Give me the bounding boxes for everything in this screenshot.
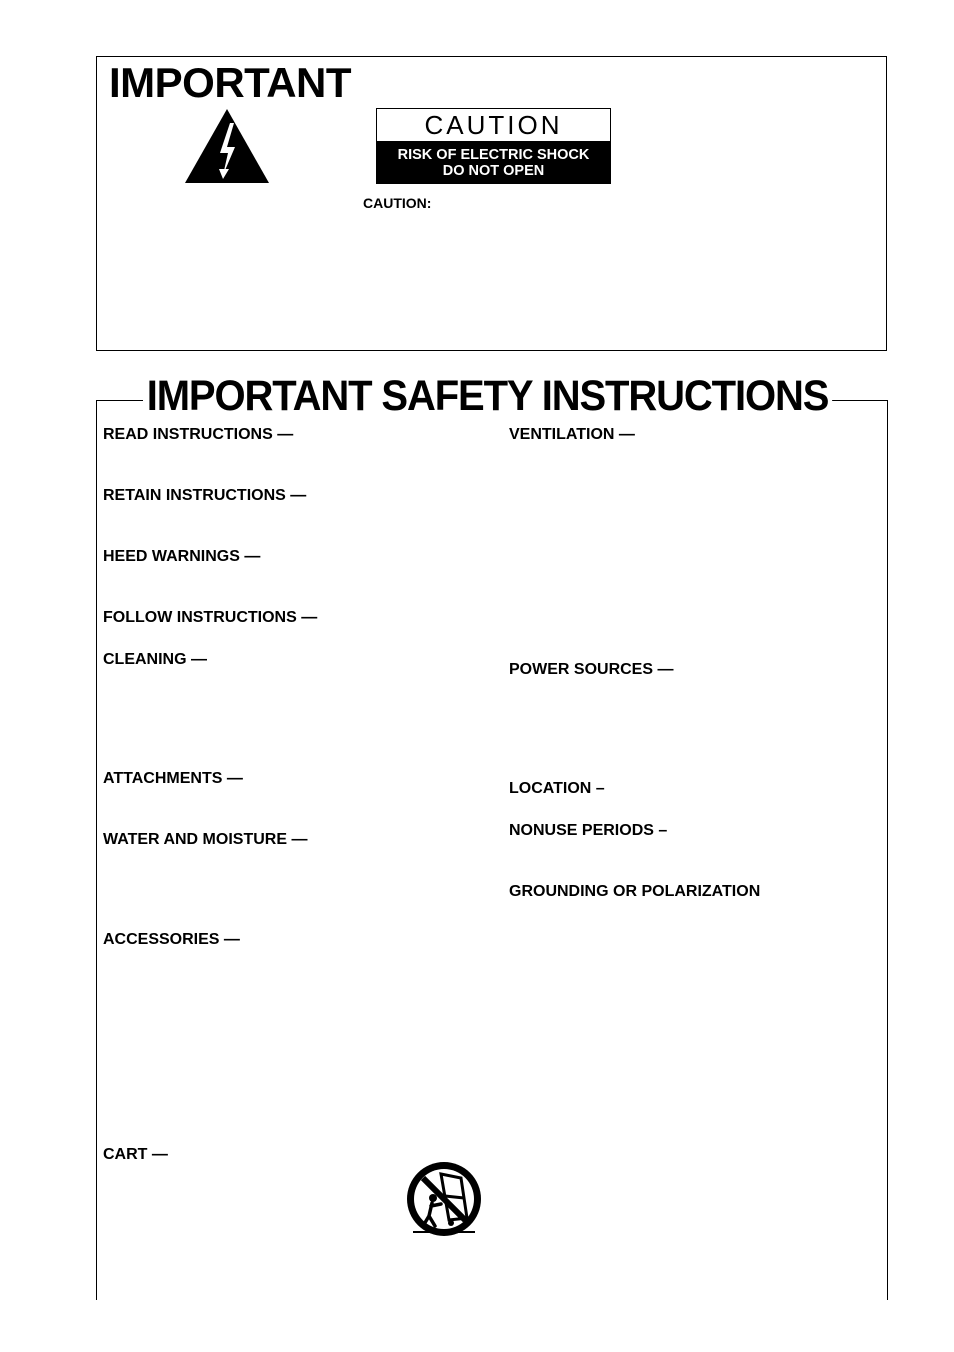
heading-nonuse-periods: NONUSE PERIODS –	[509, 822, 668, 839]
heading-read-instructions: READ INSTRUCTIONS —	[103, 426, 294, 443]
heading-ventilation: VENTILATION —	[509, 426, 635, 443]
heading-attachments: ATTACHMENTS —	[103, 770, 243, 787]
heading-accessories: ACCESSORIES —	[103, 931, 240, 948]
lightning-warning-icon	[183, 107, 271, 185]
heading-heed-warnings: HEED WARNINGS —	[103, 548, 261, 565]
heading-cleaning: CLEANING —	[103, 651, 207, 668]
cart-tip-over-icon	[405, 1160, 483, 1238]
heading-retain-instructions: RETAIN INSTRUCTIONS —	[103, 487, 307, 504]
safety-title: IMPORTANT SAFETY INSTRUCTIONS	[143, 372, 832, 421]
caution-heading: CAUTION	[424, 109, 563, 140]
caution-note: CAUTION:	[363, 195, 432, 211]
heading-water-and-moisture: WATER AND MOISTURE —	[103, 831, 308, 848]
caution-line-1: RISK OF ELECTRIC SHOCK	[397, 147, 590, 163]
caution-line-2: DO NOT OPEN	[442, 163, 545, 179]
heading-grounding-or-polarization: GROUNDING OR POLARIZATION	[509, 883, 761, 900]
heading-location: LOCATION –	[509, 780, 605, 797]
important-box	[96, 56, 887, 351]
caution-band	[377, 141, 610, 183]
heading-cart: CART —	[103, 1146, 168, 1163]
important-title: IMPORTANT	[109, 59, 352, 106]
caution-label	[376, 108, 611, 184]
heading-power-sources: POWER SOURCES —	[509, 661, 674, 678]
safety-box	[96, 400, 888, 1300]
heading-follow-instructions: FOLLOW INSTRUCTIONS —	[103, 609, 318, 626]
